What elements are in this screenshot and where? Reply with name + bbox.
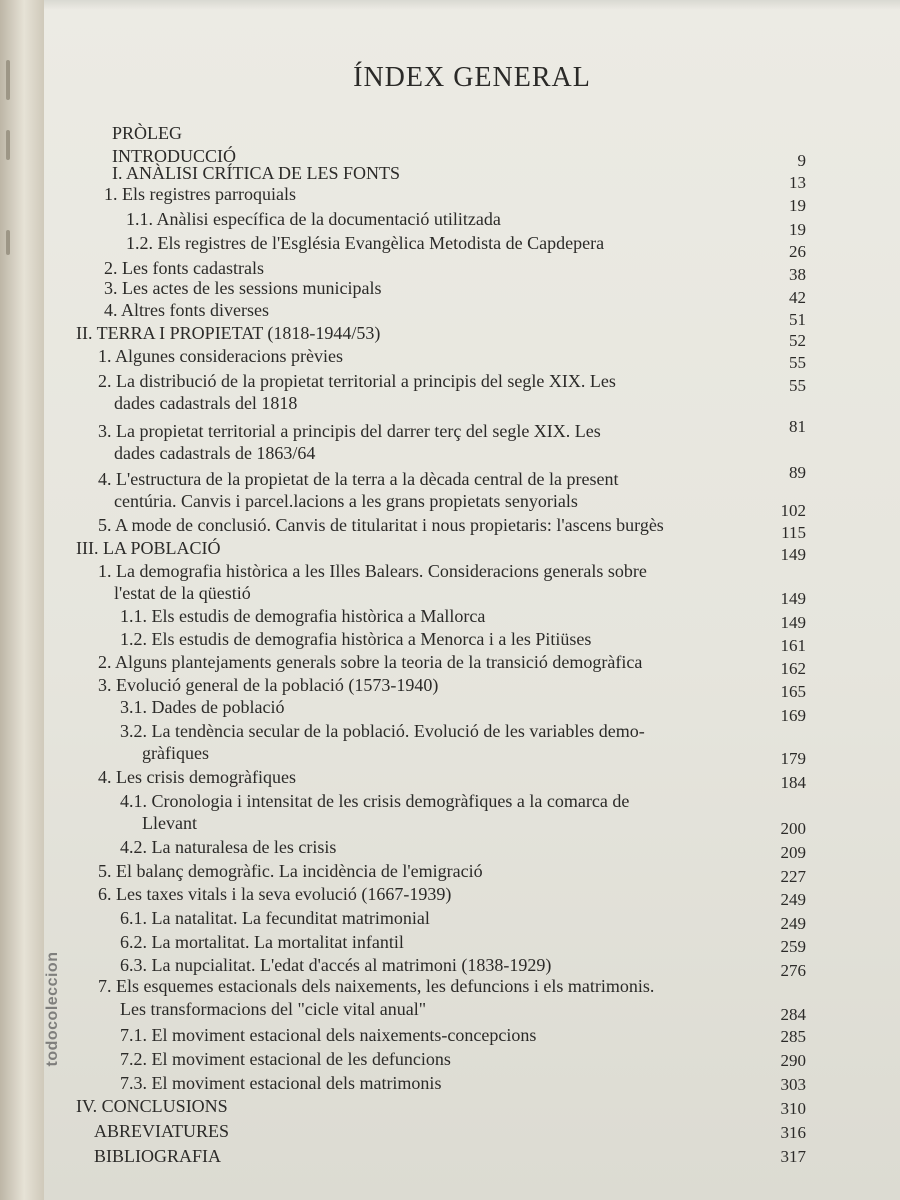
table-of-contents bbox=[44, 0, 900, 1200]
page-number: 149 bbox=[780, 545, 806, 564]
spine-mark bbox=[6, 130, 10, 160]
toc-entry: BIBLIOGRAFIA bbox=[94, 1146, 222, 1166]
page-number: 184 bbox=[780, 773, 806, 792]
toc-entry: 1.1. Anàlisi específica de la documentació utilitzada bbox=[126, 209, 501, 229]
toc-entry: 7.1. El moviment estacional dels naixements-concepcions bbox=[120, 1025, 537, 1045]
toc-entry: 3. Les actes de les sessions municipals bbox=[104, 278, 382, 298]
page-number: 310 bbox=[780, 1099, 806, 1118]
toc-entry: dades cadastrals del 1818 bbox=[114, 393, 298, 413]
toc-entry: Les transformacions del "cicle vital anual" bbox=[120, 999, 427, 1019]
page-number: 19 bbox=[789, 196, 806, 215]
page-number: 161 bbox=[780, 636, 806, 655]
toc-entry: I. ANÀLISI CRÍTICA DE LES FONTS bbox=[112, 163, 401, 183]
toc-entry: 7. Els esquemes estacionals dels naixements, les defuncions i els matrimonis. bbox=[98, 976, 655, 996]
page-number: 303 bbox=[780, 1075, 806, 1094]
toc-entry: 1. Algunes consideracions prèvies bbox=[98, 346, 343, 366]
page-number: 38 bbox=[789, 265, 806, 284]
toc-entry: 3.2. La tendència secular de la població. Evolució de les variables demo- bbox=[120, 721, 645, 741]
toc-entry: 6.3. La nupcialitat. L'edat d'accés al matrimoni (1838-1929) bbox=[120, 955, 552, 975]
page-number: 259 bbox=[780, 937, 806, 956]
toc-entry: III. LA POBLACIÓ bbox=[76, 538, 221, 558]
toc-entry: 4. Altres fonts diverses bbox=[104, 300, 269, 320]
toc-entry: 1. Els registres parroquials bbox=[104, 184, 296, 204]
spine-mark bbox=[6, 60, 10, 100]
toc-entry: INTRODUCCIÓ bbox=[112, 146, 236, 166]
toc-entry: 3.1. Dades de població bbox=[120, 697, 285, 717]
page-number: 162 bbox=[780, 659, 806, 678]
toc-entry: 1. La demografia històrica a les Illes Balears. Consideracions generals sobre bbox=[98, 561, 647, 581]
toc-entry: 7.2. El moviment estacional de les defuncions bbox=[120, 1049, 451, 1069]
toc-entry: 4. Les crisis demogràfiques bbox=[98, 767, 296, 787]
page-number: 285 bbox=[780, 1027, 806, 1046]
page-number: 55 bbox=[789, 376, 806, 395]
page-number: 81 bbox=[789, 417, 806, 436]
toc-entry: 6.2. La mortalitat. La mortalitat infantil bbox=[120, 932, 404, 952]
page-number: 42 bbox=[789, 288, 806, 307]
toc-entry: PRÒLEG bbox=[112, 123, 183, 143]
page-number: 276 bbox=[780, 961, 806, 980]
toc-entry: 5. A mode de conclusió. Canvis de titularitat i nous propietaris: l'ascens burgès bbox=[98, 515, 664, 535]
page-number: 317 bbox=[780, 1147, 806, 1166]
page-number: 290 bbox=[780, 1051, 806, 1070]
toc-entry: 7.3. El moviment estacional dels matrimonis bbox=[120, 1073, 442, 1093]
toc-entry: 6. Les taxes vitals i la seva evolució (1667-1939) bbox=[98, 884, 452, 904]
page-shadow bbox=[44, 0, 900, 10]
toc-entry: 2. Les fonts cadastrals bbox=[104, 258, 264, 278]
page-number: 316 bbox=[780, 1123, 806, 1142]
page-number: 149 bbox=[780, 613, 806, 632]
toc-entry: 1.1. Els estudis de demografia històrica a Mallorca bbox=[120, 606, 486, 626]
toc-entry: 2. Alguns plantejaments generals sobre la teoria de la transició demogràfica bbox=[98, 652, 643, 672]
toc-entry: centúria. Canvis i parcel.lacions a les grans propietats senyorials bbox=[114, 491, 578, 511]
toc-entry: 4. L'estructura de la propietat de la terra a la dècada central de la present bbox=[98, 469, 619, 489]
page-number: 102 bbox=[780, 501, 806, 520]
page-number: 26 bbox=[789, 242, 806, 261]
toc-entry: 4.2. La naturalesa de les crisis bbox=[120, 837, 337, 857]
page-number: 52 bbox=[789, 331, 806, 350]
toc-entry: 1.2. Els registres de l'Església Evangèlica Metodista de Capdepera bbox=[126, 233, 605, 253]
page-number: 179 bbox=[780, 749, 806, 768]
page-number: 169 bbox=[780, 706, 806, 725]
page-number: 249 bbox=[780, 890, 806, 909]
page-number: 165 bbox=[780, 682, 806, 701]
toc-entry: 6.1. La natalitat. La fecunditat matrimonial bbox=[120, 908, 430, 928]
page-number: 227 bbox=[780, 867, 806, 886]
toc-entry: gràfiques bbox=[142, 743, 209, 763]
page-number: 149 bbox=[780, 589, 806, 608]
toc-entry: II. TERRA I PROPIETAT (1818-1944/53) bbox=[76, 323, 381, 343]
page-number: 115 bbox=[781, 523, 806, 542]
page-number: 284 bbox=[780, 1005, 806, 1024]
toc-entry: Llevant bbox=[142, 813, 197, 833]
spine-mark bbox=[6, 230, 10, 255]
page-number: 200 bbox=[780, 819, 806, 838]
toc-entry: l'estat de la qüestió bbox=[114, 583, 251, 603]
page-number: 19 bbox=[789, 220, 806, 239]
toc-entry: 3. La propietat territorial a principis del darrer terç del segle XIX. Les bbox=[98, 421, 601, 441]
watermark: todocoleccion bbox=[44, 951, 61, 1067]
page-number: 51 bbox=[789, 310, 806, 329]
page-number: 209 bbox=[780, 843, 806, 862]
toc-entry: ABREVIATURES bbox=[94, 1121, 230, 1141]
page-number: 9 bbox=[797, 151, 806, 170]
page-number: 13 bbox=[789, 173, 806, 192]
page-number: 249 bbox=[780, 914, 806, 933]
toc-entry: 4.1. Cronologia i intensitat de les crisis demogràfiques a la comarca de bbox=[120, 791, 630, 811]
toc-entry: IV. CONCLUSIONS bbox=[76, 1096, 228, 1116]
toc-entry: dades cadastrals de 1863/64 bbox=[114, 443, 316, 463]
book-spine bbox=[0, 0, 45, 1200]
toc-entry: 3. Evolució general de la població (1573-1940) bbox=[98, 675, 439, 695]
toc-entry: 1.2. Els estudis de demografia històrica a Menorca i a les Pitiüses bbox=[120, 629, 592, 649]
book-page bbox=[44, 0, 900, 1200]
page-number: 89 bbox=[789, 463, 806, 482]
toc-entry: 5. El balanç demogràfic. La incidència de l'emigració bbox=[98, 861, 483, 881]
page-number: 55 bbox=[789, 353, 806, 372]
toc-entry: 2. La distribució de la propietat territorial a principis del segle XIX. Les bbox=[98, 371, 616, 391]
page-title: ÍNDEX GENERAL bbox=[353, 62, 591, 93]
